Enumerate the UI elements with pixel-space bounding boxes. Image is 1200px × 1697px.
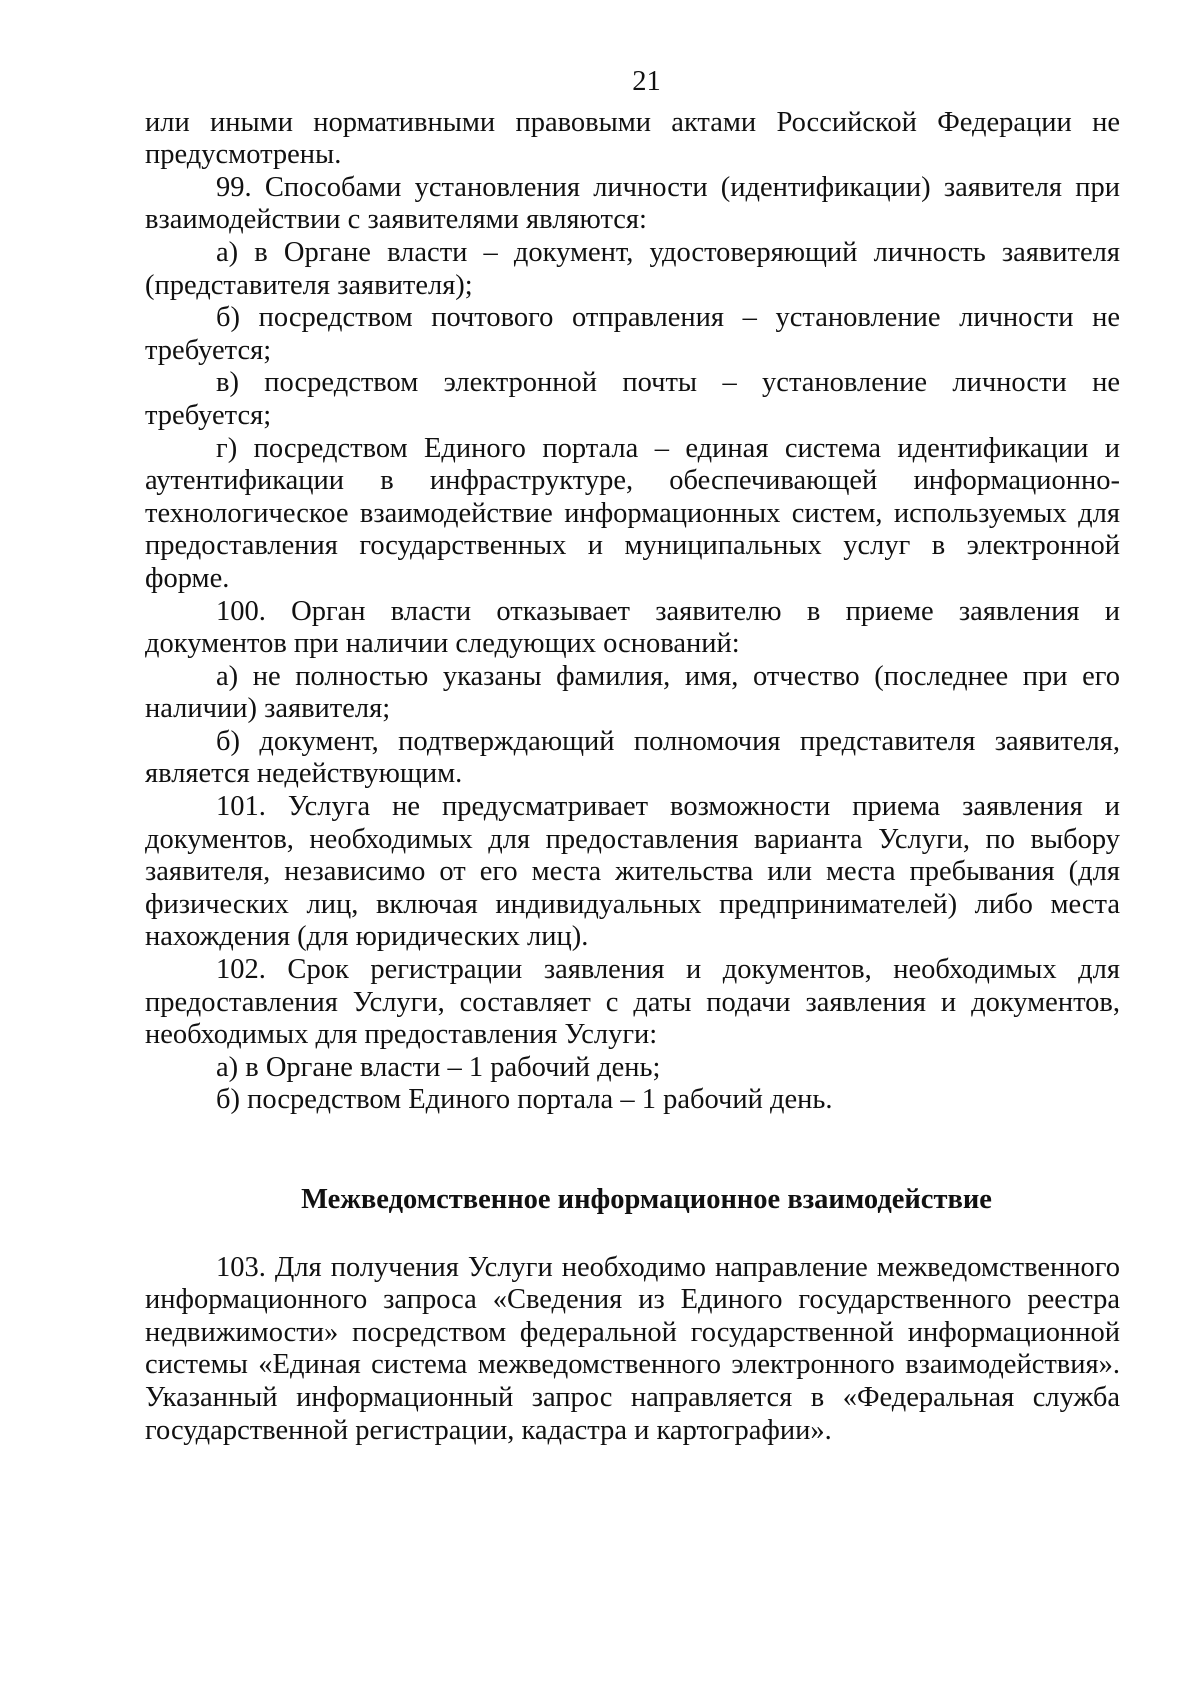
paragraph-99-b: б) посредством почтового отправления – установление личности не требуется;: [145, 302, 1120, 366]
paragraph-100-a: а) не полностью указаны фамилия, имя, отчество (последнее при его наличии) заявителя;: [145, 660, 1120, 725]
paragraph-103: 103. Для получения Услуги необходимо направление межведомственного информационного запроса «Сведения из Единого государственного реестра недвижимости» посредством федеральной государственной информационной системы «Единая система межведомственного электронного взаимодействия». Указанный информационный запрос направляется в «Федеральная служба государственной регистрации, кадастра и картографии».: [145, 1251, 1120, 1446]
document-page: [145, 66, 1120, 1447]
paragraph-100-b: б) документ, подтверждающий полномочия представителя заявителя, является недействующим.: [145, 725, 1120, 790]
paragraph-100: 100. Орган власти отказывает заявителю в приеме заявления и документов при наличии следующих оснований:: [145, 595, 1120, 660]
paragraph-99: 99. Способами установления личности (идентификации) заявителя при взаимодействии с заявителями являются:: [145, 171, 1120, 236]
paragraph-99-v: в) посредством электронной почты – установление личности не требуется;: [145, 367, 1120, 431]
paragraph-102-b: б) посредством Единого портала – 1 рабочий день.: [216, 1084, 833, 1116]
section-heading: Межведомственное информационное взаимодействие: [301, 1184, 992, 1215]
paragraph-101: 101. Услуга не предусматривает возможности приема заявления и документов, необходимых для предоставления варианта Услуги, по выбору заявителя, независимо от его места жительства или места пребывания (для физических лиц, включая индивидуальных предпринимателей) либо места нахождения (для юридических лиц).: [145, 791, 1120, 953]
page-number: 21: [632, 66, 661, 97]
paragraph-102: 102. Срок регистрации заявления и документов, необходимых для предоставления Услуги, составляет с даты подачи заявления и документов, необходимых для предоставления Услуги:: [145, 954, 1120, 1051]
paragraph-102-a: а) в Органе власти – 1 рабочий день;: [216, 1051, 661, 1083]
paragraph-99-a: а) в Органе власти – документ, удостоверяющий личность заявителя (представителя заявителя);: [145, 236, 1120, 301]
paragraph-continuation: или иными нормативными правовыми актами Российской Федерации не предусмотрены.: [145, 106, 1120, 171]
paragraph-99-g: г) посредством Единого портала – единая система идентификации и аутентификации в инфраструктуре, обеспечивающей информационно-технологическое взаимодействие информационных систем, используемых для предоставления государственных и муниципальных услуг в электронной форме.: [145, 432, 1120, 594]
